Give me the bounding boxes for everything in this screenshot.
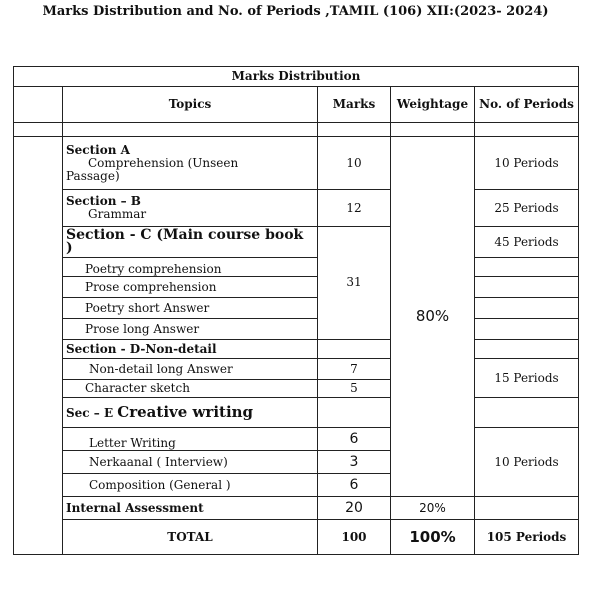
total-label: TOTAL	[63, 520, 318, 555]
header-periods: No. of Periods	[475, 87, 579, 123]
empty-marks-cell	[318, 340, 391, 359]
empty-marks-cell	[318, 398, 391, 428]
section-a-line2: Passage)	[66, 168, 120, 183]
section-c-item: Poetry comprehension	[63, 258, 318, 277]
section-b-marks: 12	[318, 190, 391, 227]
document-title: Marks Distribution and No. of Periods ,TAMIL (106) XII:(2023- 2024)	[42, 4, 549, 19]
table-title: Marks Distribution	[14, 67, 579, 87]
marks-distribution-table	[13, 66, 579, 555]
section-e-item-marks: 6	[318, 474, 391, 497]
section-b-title: Section – B	[66, 194, 141, 208]
empty-periods-cell	[475, 258, 579, 277]
empty-periods-cell	[475, 398, 579, 428]
left-blank-column	[14, 137, 63, 555]
internal-assessment-label: Internal Assessment	[63, 497, 318, 520]
section-b-periods: 25 Periods	[475, 190, 579, 227]
total-marks: 100	[318, 520, 391, 555]
header-weightage: Weightage	[391, 87, 475, 123]
empty-periods-cell	[475, 340, 579, 359]
section-a-marks: 10	[318, 137, 391, 190]
section-c-periods: 45 Periods	[475, 227, 579, 258]
section-a-periods: 10 Periods	[475, 137, 579, 190]
section-d-item-marks: 5	[318, 380, 391, 398]
weightage-main: 80%	[391, 137, 475, 497]
section-c-item: Poetry short Answer	[63, 298, 318, 319]
section-e-item: Composition (General )	[63, 474, 318, 497]
section-e-title	[63, 398, 318, 428]
section-d-item: Character sketch	[63, 380, 318, 398]
section-d-periods: 15 Periods	[475, 359, 579, 398]
spacer-cell	[318, 123, 391, 137]
section-b-sub: Grammar	[88, 207, 147, 221]
section-d-item: Non-detail long Answer	[63, 359, 318, 380]
section-e-periods: 10 Periods	[475, 428, 579, 497]
section-b-cell	[63, 190, 318, 227]
section-c-marks: 31	[318, 227, 391, 340]
spacer-cell	[14, 123, 63, 137]
spacer-cell	[391, 123, 475, 137]
header-topics: Topics	[63, 87, 318, 123]
empty-periods-cell	[475, 497, 579, 520]
section-e-item-marks: 6	[318, 428, 391, 451]
section-c-item: Prose long Answer	[63, 319, 318, 340]
section-e-item: Nerkaanal ( Interview)	[63, 451, 318, 474]
empty-periods-cell	[475, 298, 579, 319]
total-periods: 105 Periods	[475, 520, 579, 555]
section-c-title: Section - C (Main course book )	[63, 227, 318, 258]
empty-periods-cell	[475, 319, 579, 340]
section-e-item-marks: 3	[318, 451, 391, 474]
section-a-title: Section A	[66, 142, 130, 157]
total-weightage: 100%	[391, 520, 475, 555]
spacer-cell	[63, 123, 318, 137]
section-e-title-main: Creative writing	[117, 402, 254, 421]
section-e-item: Letter Writing	[63, 428, 318, 451]
section-a-cell	[63, 137, 318, 190]
blank-header-cell	[14, 87, 63, 123]
section-c-item: Prose comprehension	[63, 277, 318, 298]
section-d-item-marks: 7	[318, 359, 391, 380]
section-d-title: Section - D-Non-detail	[63, 340, 318, 359]
section-a-line1: Comprehension (Unseen	[88, 155, 239, 170]
empty-periods-cell	[475, 277, 579, 298]
spacer-cell	[475, 123, 579, 137]
internal-assessment-marks: 20	[318, 497, 391, 520]
internal-assessment-weightage: 20%	[391, 497, 475, 520]
section-e-title-prefix: Sec – E	[66, 405, 118, 420]
header-marks: Marks	[318, 87, 391, 123]
